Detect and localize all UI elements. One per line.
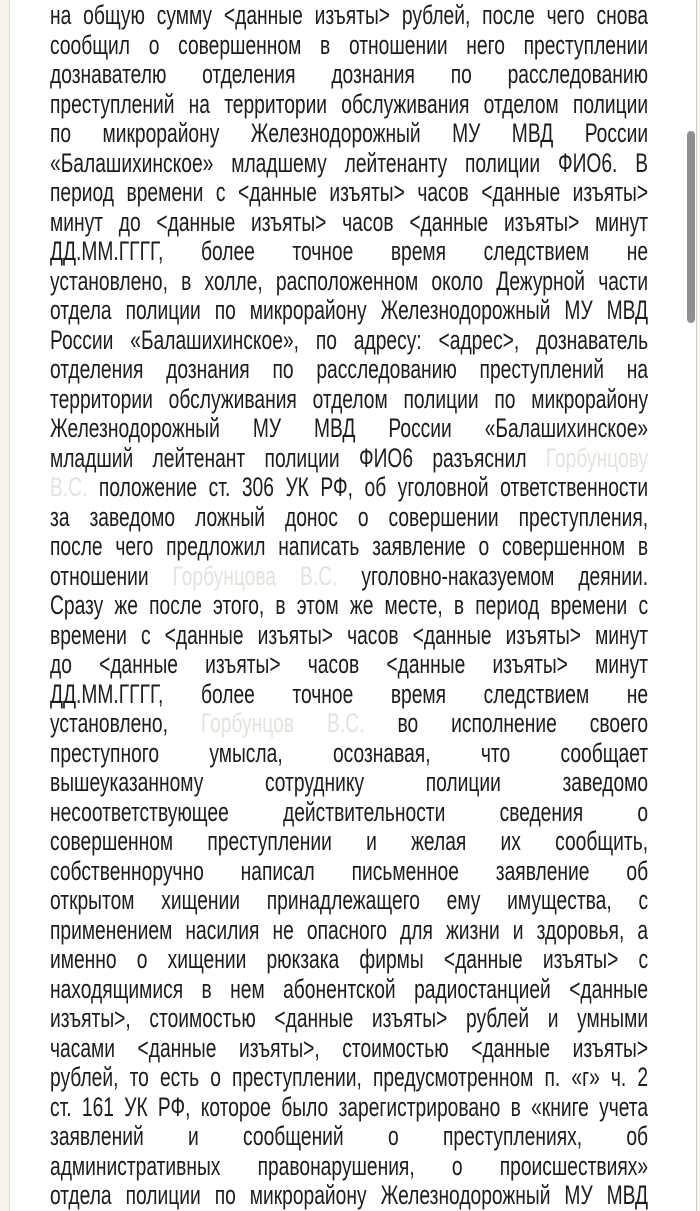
text-line <box>50 768 648 798</box>
text-line <box>50 562 648 592</box>
document-text: времени с <данные изъяты> часов <данные изъяты> минут <box>50 619 649 650</box>
document-text: положение ст. 306 УК РФ, об уголовной ответственности <box>87 472 649 502</box>
text-line <box>50 1063 648 1093</box>
text-line <box>50 680 648 710</box>
text-line <box>50 473 648 503</box>
redacted-name-text: Горбунцова В.С. <box>172 560 338 591</box>
text-line <box>50 1093 648 1123</box>
text-line <box>50 267 648 297</box>
text-line <box>50 1152 648 1182</box>
document-text: рублей, то есть о преступлении, предусмотренном п. «г» ч. 2 <box>50 1062 649 1092</box>
document-text: открытом хищении принадлежащего ему имущества, с <box>50 885 649 915</box>
document-text: после чего предложил написать заявление о совершенном в <box>50 531 649 561</box>
document-text: установлено, в холле, расположенном около Дежурной части <box>50 265 649 296</box>
document-text: ДД.ММ.ГГГГ, более точное время следствием не <box>50 236 649 266</box>
document-text: совершенном преступлении и желая их сообщить, <box>50 826 649 856</box>
document-text: дознавателю отделения дознания по расследованию <box>50 59 649 89</box>
text-line <box>50 1004 648 1034</box>
text-line <box>50 1122 648 1152</box>
document-text: преступного умысла, осознавая, что сообщает <box>50 737 649 768</box>
text-line <box>50 296 648 326</box>
document-text: период времени с <данные изъяты> часов <данные изъяты> <box>50 177 649 207</box>
document-text: несоответствующее действительности сведения о <box>50 796 649 827</box>
text-line <box>50 621 648 651</box>
text-line <box>50 237 648 267</box>
document-text: отдела полиции по микрорайону Железнодорожный МУ МВД <box>50 1180 649 1210</box>
text-line <box>50 857 648 887</box>
document-text: России «Балашихинское», по адресу: <адрес>, дознаватель <box>50 324 649 355</box>
document-text: младший лейтенант полиции ФИО6 разъяснил <box>50 442 546 473</box>
document-text: сообщил о совершенном в отношении него преступлении <box>50 29 649 60</box>
document-text: уголовно-наказуемом деянии. <box>337 560 649 591</box>
text-line <box>50 31 648 61</box>
text-line <box>50 119 648 149</box>
text-line <box>50 355 648 385</box>
document-text: во исполнение своего <box>364 708 649 738</box>
text-line <box>50 60 648 90</box>
document-text: применением насилия не опасного для жизни и здоровья, а <box>50 914 649 945</box>
text-line <box>50 650 648 680</box>
text-line <box>50 149 648 179</box>
document-text: до <данные изъяты> часов <данные изъяты> минут <box>50 649 649 679</box>
document-text: установлено, <box>50 708 201 738</box>
text-line <box>50 385 648 415</box>
text-line <box>50 208 648 238</box>
text-line <box>50 916 648 946</box>
text-line <box>50 1 648 31</box>
scrollbar-thumb[interactable] <box>687 131 695 323</box>
document-text: находящимися в нем абонентской радиостанцией <данные <box>50 973 649 1004</box>
redacted-name-text: Горбунцову <box>545 442 649 473</box>
document-text: «Балашихинское» младшему лейтенанту полиции ФИО6. В <box>50 147 649 178</box>
text-line <box>50 945 648 975</box>
document-text: заявлений и сообщений о преступлениях, об <box>50 1121 649 1151</box>
text-line <box>50 739 648 769</box>
text-line <box>50 975 648 1005</box>
text-line <box>50 591 648 621</box>
document-text: отдела полиции по микрорайону Железнодорожный МУ МВД <box>50 295 649 325</box>
document-text: за заведомо ложный донос о совершении преступления, <box>50 501 649 532</box>
document-text: ДД.ММ.ГГГГ, более точное время следствием не <box>50 678 649 709</box>
document-text: административных правонарушения, о происшествиях» <box>50 1150 649 1181</box>
text-line <box>50 798 648 828</box>
document-text: на общую сумму <данные изъяты> рублей, после чего снова <box>50 0 649 30</box>
text-line <box>50 503 648 533</box>
text-line <box>50 1034 648 1064</box>
document-text: Сразу же после этого, в этом же месте, в период времени с <box>50 590 649 620</box>
text-line <box>50 414 648 444</box>
text-line <box>50 532 648 562</box>
document-text: Железнодорожный МУ МВД России «Балашихинское» <box>50 413 649 443</box>
redacted-name-text: Горбунцов В.С. <box>200 708 365 738</box>
redacted-name-text: В.С. <box>50 472 88 502</box>
text-line <box>50 178 648 208</box>
document-text: именно о хищении рюкзака фирмы <данные изъяты> с <box>50 944 649 974</box>
page-left-margin <box>0 0 10 1211</box>
document-text: по микрорайону Железнодорожный МУ МВД России <box>50 118 649 148</box>
document-text: собственноручно написал письменное заявление об <box>50 855 649 886</box>
document-text: ст. 161 УК РФ, которое было зарегистрировано в «книге учета <box>50 1091 649 1122</box>
document-text: отношении <box>50 560 173 591</box>
document-text: часами <данные изъяты>, стоимостью <данные изъяты> <box>50 1032 649 1063</box>
text-line <box>50 886 648 916</box>
document-text: отделения дознания по расследованию преступлений на <box>50 354 649 384</box>
document-text: вышеуказанному сотруднику полиции заведомо <box>50 767 649 797</box>
document-text: минут до <данные изъяты> часов <данные изъяты> минут <box>50 206 649 237</box>
text-line <box>50 827 648 857</box>
document-text: изъяты>, стоимостью <данные изъяты> рублей и умными <box>50 1003 649 1033</box>
text-line <box>50 709 648 739</box>
text-line <box>50 326 648 356</box>
document-text: преступлений на территории обслуживания отделом полиции <box>50 88 649 119</box>
text-line <box>50 1181 648 1211</box>
text-line <box>50 90 648 120</box>
document-text-area <box>50 1 648 1211</box>
document-text: территории обслуживания отделом полиции по микрорайону <box>50 383 649 414</box>
text-line <box>50 444 648 474</box>
